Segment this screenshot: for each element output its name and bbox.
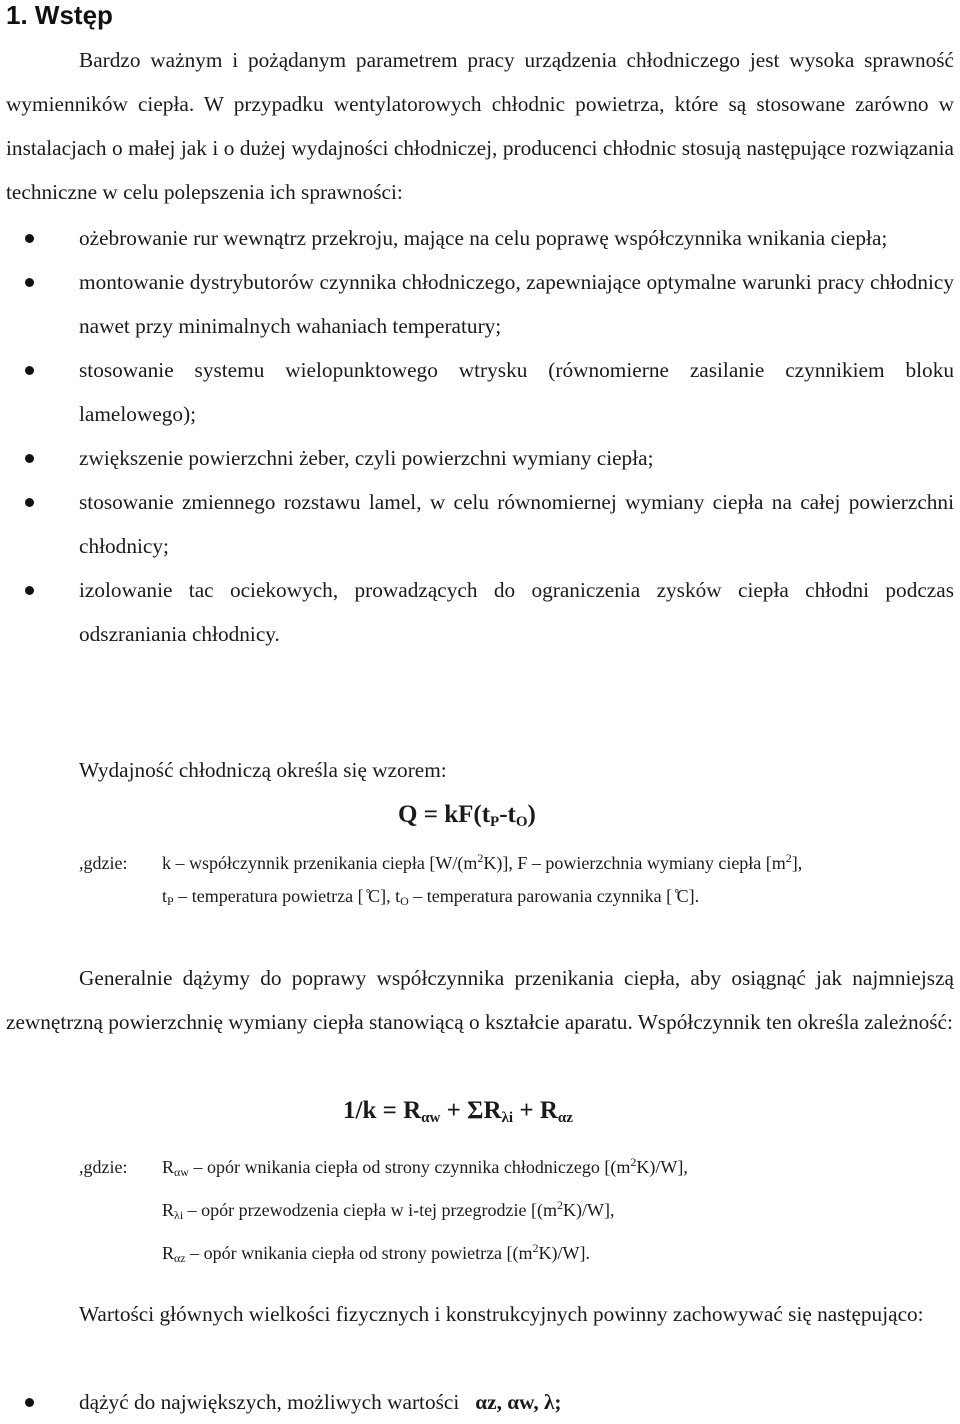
bullet-icon (25, 234, 34, 243)
where-label: ,gdzie: (79, 1157, 128, 1177)
bullet-list (0, 216, 960, 656)
where-label: ,gdzie: (79, 853, 128, 873)
values-paragraph (6, 1292, 954, 1336)
bullet-icon (25, 586, 34, 595)
bullet-icon (25, 366, 34, 375)
intro-paragraph (6, 38, 954, 214)
list-item: izolowanie tac ociekowych, prowadzących do ograniczenia zysków ciepła chłodni podczas odszraniania chłodnicy. (0, 568, 960, 656)
symbols-text: αz, αw, λ; (475, 1390, 562, 1414)
formula1-legend-line2: $t_P$ – temperatura powietrza [ ̊C], $t_O$ – temperatura parowania czynnika [ ̊C]. (162, 886, 700, 908)
list-item: stosowanie systemu wielopunktowego wtrysku (równomierne zasilanie czynnikiem bloku lamelowego); (0, 348, 960, 436)
general-paragraph (6, 956, 954, 1044)
bullet-icon (25, 1398, 34, 1407)
values-text: Wartości głównych wielkości fizycznych i konstrukcyjnych powinny zachowywać się następująco: (79, 1302, 924, 1326)
intro-text: Bardzo ważnym i pożądanym parametrem pracy urządzenia chłodniczego jest wysoka sprawność wymienników ciepła. W przypadku wentylatorowych chłodnic powietrza, które są stosowane zarówno w instalacjach o małej jak i o dużej wydajności chłodniczej, producenci chłodnic stosują następujące rozwiązania techniczne w celu polepszenia ich sprawności: (6, 48, 954, 204)
final-bullet (0, 1380, 960, 1424)
bullet-icon (25, 454, 34, 463)
formula2-legend-line1: ,gdzie: $R_{\alpha w}$ – opór wnikania ciepła od strony czynnika chłodniczego $[(m^2K)/W]$, (79, 1142, 688, 1192)
bullet-icon (25, 278, 34, 287)
formula2-legend-line3: $R_{\alpha z}$ – opór wnikania ciepła od strony powietrza $[(m^2K)/W]$. (162, 1241, 591, 1265)
bullet-icon (25, 498, 34, 507)
formula2-legend-line2: $R_{\lambda i}$ – opór przewodzenia ciepła w i-tej przegrodzie $[(m^2K)/W]$, (162, 1198, 615, 1222)
formula1-legend-line1: ,gdzie: k – współczynnik przenikania ciepła $[W/(m^2K)]$, F – powierzchnia wymiany ciepła $[m^2]$, (79, 838, 802, 883)
list-item: stosowanie zmiennego rozstawu lamel, w celu równomiernej wymiany ciepła na całej powierzchni chłodnicy; (0, 480, 960, 568)
list-item: zwiększenie powierzchni żeber, czyli powierzchni wymiany ciepła; (0, 436, 960, 480)
formula-cooling-capacity: $Q = kF(t_P-t_O)$ (398, 801, 536, 830)
list-item: montowanie dystrybutorów czynnika chłodniczego, zapewniające optymalne warunki pracy chłodnicy nawet przy minimalnych wahaniach temperatury; (0, 260, 960, 348)
list-item: dążyć do największych, możliwych wartości αz, αw, λ; (0, 1380, 960, 1424)
formula1-intro: Wydajność chłodniczą określa się wzorem: (79, 758, 447, 782)
list-item: ożebrowanie rur wewnątrz przekroju, mające na celu poprawę współczynnika wnikania ciepła; (0, 216, 960, 260)
general-text: Generalnie dążymy do poprawy współczynnika przenikania ciepła, aby osiągnąć jak najmniejszą zewnętrzną powierzchnię wymiany ciepła stanowiącą o kształcie aparatu. Współczynnik ten określa zależność: (6, 966, 954, 1034)
section-heading: 1. Wstęp (6, 0, 113, 30)
formula-heat-transfer: $1/k = R_{\alpha w} + \Sigma R_{\lambda i} + R_{\alpha z}$ (343, 1097, 573, 1126)
